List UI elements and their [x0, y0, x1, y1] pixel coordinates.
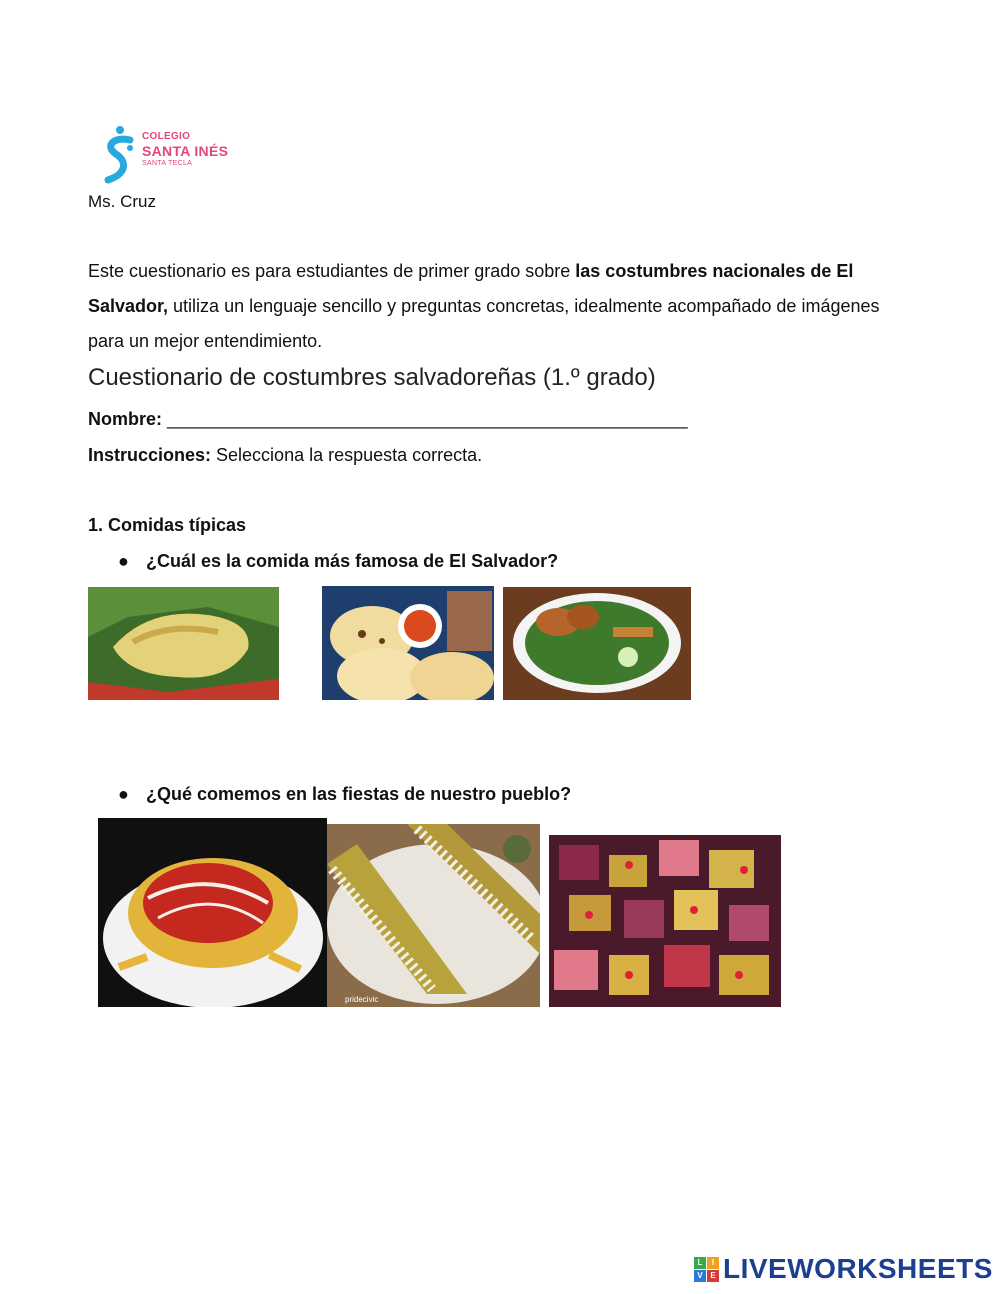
question-1 — [118, 551, 558, 572]
papas-fritas-photo — [98, 818, 327, 1007]
question-2-text: ¿Qué comemos en las fiestas de nuestro pueblo? — [146, 784, 572, 804]
dulces-tipicos-image[interactable] — [549, 835, 781, 1007]
name-line: ____________________________________________________ — [162, 409, 688, 429]
brand-mark-l: L — [694, 1257, 706, 1269]
logo-mark-icon — [100, 124, 140, 184]
pupusas-photo — [322, 586, 494, 700]
author-name: Ms. Cruz — [88, 192, 156, 211]
tamal-photo — [88, 587, 279, 700]
brand-mark-i: I — [707, 1257, 719, 1269]
instructions-text: Selecciona la respuesta correcta. — [211, 445, 483, 465]
section-heading: 1. Comidas típicas — [88, 515, 247, 535]
liveworksheets-brand — [694, 1254, 993, 1284]
logo-line3: SANTA TECLA — [142, 160, 193, 167]
papas-fritas-image[interactable] — [98, 818, 327, 1007]
pasteles-photo — [503, 587, 691, 700]
intro-paragraph — [88, 254, 918, 359]
question-1-text: ¿Cuál es la comida más famosa de El Salvador? — [146, 551, 559, 571]
elote-loco-image[interactable] — [327, 824, 540, 1007]
intro-bold: las costumbres nacionales de El Salvador, — [88, 261, 854, 316]
tamal-image[interactable] — [88, 587, 279, 700]
brand-text: LIVEWORKSHEETS — [723, 1253, 993, 1284]
brand-mark-v: V — [694, 1270, 706, 1282]
pupusas-image[interactable] — [322, 586, 494, 700]
logo-line2: SANTA INÉS — [142, 143, 229, 159]
liveworksheets-logo-icon — [694, 1257, 719, 1282]
logo-line1: COLEGIO — [142, 131, 191, 142]
page-title: Cuestionario de costumbres salvadoreñas (1.º grado) — [88, 364, 656, 391]
intro-text-2: utiliza un lenguaje sencillo y preguntas concretas, idealmente acompañado de imágenes para un mejor entendimiento. — [88, 296, 880, 351]
bullet-icon: ● — [118, 551, 129, 571]
elote-loco-photo — [327, 824, 540, 1007]
question-2 — [118, 784, 571, 805]
name-label: Nombre: — [88, 409, 163, 429]
instructions-label: Instrucciones: — [88, 445, 212, 465]
pasteles-image[interactable] — [503, 587, 691, 700]
bullet-icon: ● — [118, 784, 129, 804]
name-field[interactable] — [88, 409, 688, 430]
intro-text-1: Este cuestionario es para estudiantes de primer grado sobre — [88, 261, 576, 281]
brand-mark-e: E — [707, 1270, 719, 1282]
school-logo — [100, 124, 250, 184]
instructions — [88, 445, 482, 466]
dulces-tipicos-photo — [549, 835, 781, 1007]
watermark-text: pridecivic — [345, 995, 379, 1004]
